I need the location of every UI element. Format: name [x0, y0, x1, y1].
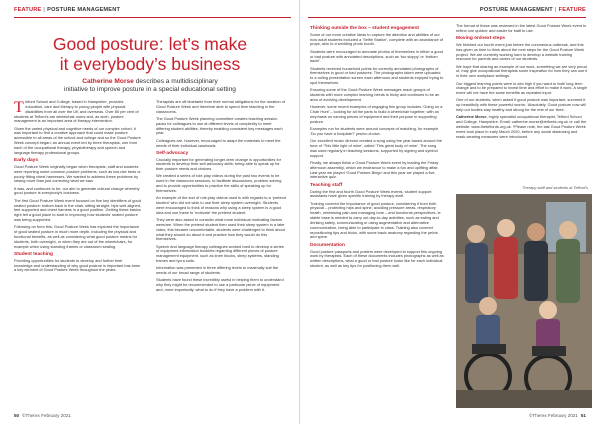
header-rule: [14, 17, 291, 18]
subheading: Early days: [14, 158, 39, 164]
group-photo-image: [456, 194, 592, 408]
paragraph: One of our students, when asked if good posture was important, summed it up beautifully with these powerful words: ‘Absolutely. Good posture now will help our bodies stay healthy and strong for the rest of our lives’.: [456, 97, 586, 113]
byline: Catherine Morse describes a multidisciplinary initiative to improve posture in a special educational setting: [64, 78, 236, 93]
paragraph: They were also asked to consider what more individual motivating factors were/are. When the pretend student then used their sleep system in a later video, this became uncomfortable, students were challenged to think about what they should do about it and practice how they would do this themselves.: [156, 217, 285, 242]
paragraph: The first Good Posture Week event focused on five key identifiers of good seated posture: bottom back in the chair, sitting straight, hips well aligned, feet supported and chest harness in a good position. Getting these basics right felt a good place to start in improving how students’ seated posture was being supported.: [14, 197, 141, 223]
header-section: FEATURE: [558, 7, 586, 13]
paragraph: Speech and language therapy colleagues worked hard to develop a series of equipment information booklets regarding different pieces of posture management equipment, such as knee blocks, sleep systems, standing frames and lycra suits.: [156, 243, 284, 264]
paragraph: Our excellent music director created a song using the year based around the tune of ‘This little light of mine’, called ‘This great body of mine’. The song was used regularly in teaching sessions, supported by signing and symbol support.: [310, 138, 442, 158]
subheading: Documentation: [310, 242, 345, 248]
right-page: [300, 0, 600, 424]
intro-paragraph: Telford School and College, based in Hampshire, provides education, care and therapy to young people with physical disabilities from all over the UK and overseas. Over 80 per cent of students at Telford’s are wheelchair users and, as such, posture management is an important area of therapy intervention.: [14, 99, 139, 124]
paragraph: Good Posture Week originally began when therapists, staff and students were reporting some common posture problems, such as low-rise beds or poorly fitting chest harnesses. We wanted to address these problems by raising more than just correcting what we saw.: [14, 163, 141, 184]
subheading: Student teaching: [14, 251, 53, 257]
left-column-2: [156, 100, 286, 295]
page-number: 50: [14, 413, 20, 418]
paragraph: During the first and fourth Good Posture Week events, student support assistants have given specific training by therapy staff.: [310, 188, 432, 199]
subheading: Teaching staff: [310, 182, 343, 188]
page-header: FEATURE | POSTURE MANAGEMENT: [14, 7, 121, 13]
paragraph: Good posture passports and posters were developed to support this ongoing work by therapists. Each of these documents includes photographs as well as written descriptions, what a good or bad posture looks like for each individual student, as well as key tips for positioning them well.: [310, 248, 444, 269]
publication: ©Therex February 2021: [22, 413, 71, 418]
paragraph: Examples run for students were around concepts of matching, for example ‘Do you have a footplate?’ yes/no choice.: [310, 126, 439, 136]
paragraph: Colleagues are, however, encouraged to adapt the materials to meet the needs of their individual caseloads.: [156, 137, 281, 148]
paragraph: Following on from this, Good Posture Week has explored the importance of good seated posture in much more depth, including the physical and functional benefits, as well as considering what good posture means for students, both overnight, or when they are out of the wheelchairs, for example when using standing frames or classroom seating.: [14, 224, 140, 249]
page-footer: [14, 413, 71, 418]
photo-illustration: [456, 194, 592, 408]
drop-cap: T: [14, 99, 24, 116]
paragraph: It was, and continues to be, our aim to generate cultural change whereby good posture is everybody’s business.: [14, 185, 140, 196]
paragraph: Given the varied physical and cognitive needs of our complex cohort, it was important to find a creative approach that could make posture accessible to all areas of the school and college and so the Good Posture Week concept began: an annual event led by three therapists, one from each of the occupational therapy, physiotherapy and speech and language therapy professional groups.: [14, 125, 141, 155]
author-name: Catherine Morse: [82, 78, 134, 85]
header-section: FEATURE: [14, 7, 42, 13]
right-column-1: [310, 24, 444, 271]
header-title: POSTURE MANAGEMENT: [47, 7, 121, 13]
paragraph: Our biggest learning points were to aim high if you want to instil long-term change and to be prepared to invest time and effort to make it work. A single event will not have the same benefits as repeated input.: [456, 80, 587, 96]
paragraph: Crucially important for generating longer-term change is opportunities for students to develop their self-advocacy skills; being able to speak up for their posture needs and choices.: [156, 156, 281, 172]
subheading: Thinking outside the box – student engagement: [310, 26, 420, 31]
paragraph: Ensuring some of the Good Posture Week messages reach groups of students with more complex learning needs is tricky and continues to be an area of evolving development.: [310, 87, 440, 103]
paragraph: Providing opportunities for students to develop and further their knowledge and understanding of why good posture is important has been a key element of Good Posture Week throughout the years.: [14, 257, 141, 273]
subheading: Self-advocacy: [156, 150, 189, 156]
paragraph: We created a series of role-play videos during the past two events to be used in the classroom sessions, to facilitate discussions, problem solving and to provide opportunities to practice the skills of speaking up for themselves.: [156, 173, 282, 194]
paragraph: Information was presented in three differing levels to maximally suit the needs of our broad range of students.: [156, 265, 279, 276]
paragraph: Some of our more creative ideas to capture the attention and abilities of our now adult students included a ‘Selfie Station’, complete with an abundance of props, akin to a wedding photo booth.: [310, 31, 444, 47]
author-bio: Catherine Morse, highly specialist occupational therapist, Telford School and College, Hampshire. Email: catherine.morse@telfords.org.uk or call the website: www.thetelfords.org.uk. *Please note, the last Good Posture Week event took place in early March 2020, before any social distancing and mask-wearing measures were introduced: [456, 114, 587, 139]
page-header: POSTURE MANAGEMENT | FEATURE: [479, 7, 586, 13]
paragraph: Students received household points for correctly annotated photographs of themselves in good or bad postures. The photographs taken were uploaded to a rolling presentation screen each afternoon and students enjoyed trying to spot themselves.: [310, 65, 444, 86]
photo-caption: Therapy staff and students at Telford’s: [522, 185, 588, 190]
paragraph: However, some recent examples of engaging this group includes ‘Going on a Chair Hunt’ – looking for all the parts to build a wheelchair together, with an emphasis on naming pieces of equipment and their purpose in supporting posture.: [310, 104, 443, 124]
paragraph: An example of the sort of role-play videos used is with regards to a ‘pretend student’ who did not wish to use their sleep system overnight. Students were encouraged to think of reasons why using a sleep system is a good idea and use these to ‘motivate’ the pretend student.: [156, 195, 286, 215]
paragraph: Finally, we always finish a Good Posture Week event by leading the Friday afternoon assembly, which we endeavour to make a fun and uplifting affair. Last year we played ‘Good Posture Bingo’ and this year we played a live, interactive quiz.: [310, 159, 439, 180]
paragraph: The Good Posture Week planning committee creates teaching session packs for colleagues to use at different levels of complexity to meet differing student abilities, thereby enabling consistent key messages each year.: [156, 115, 283, 136]
article-title: Good posture: let’s make it everybody’s business: [52, 34, 248, 74]
paragraph: The format of these was reviewed in the latest Good Posture Week event to reflect one quicker and easier for staff to use.: [456, 23, 587, 33]
paragraph: We finished our fourth event just before the coronavirus outbreak, and this has given us time to think about the next steps for the Good Posture Week project. We are currently working hard to develop a website training resource for parents and carers of our students.: [456, 41, 585, 62]
right-column-2: [456, 24, 588, 142]
left-column-1: [14, 100, 142, 276]
paragraph: Therapists are off-timetable from their normal obligations for the duration of Good Posture Week and therefore able to spend time teaching in the classrooms.: [156, 99, 286, 114]
header-rule: [308, 17, 586, 18]
publication: ©Therex February 2021: [529, 413, 578, 418]
paragraph: Students were encouraged to annotate photos of themselves in either a good or bad posture with annotated descriptions, such as ‘too sloppy’ or ‘bottom back!’.: [310, 48, 443, 64]
page-number: 51: [580, 413, 586, 418]
paragraph: We hope that sharing an example of our work, something we are very proud of, may give occupational therapists some inspiration for how they can use it in their own workplace settings.: [456, 63, 588, 79]
subheading: Moving on/next steps: [456, 36, 506, 42]
page-footer: [529, 413, 586, 418]
header-title: POSTURE MANAGEMENT: [479, 7, 553, 13]
paragraph: Training covered the importance of good posture, considering it from both physical – protecting hips and spine, avoiding pressure areas, respiratory health, minimising pain and managing tone – and functional perspectives, ie stable base is needed to carry out day-to-day activities, such as eating and drinking safely, communicating or using augmentative and alternative communication, being able to participate in class. Training also covered repositioning tips and tricks, with some basic anatomy regarding the pelvis and spine.: [310, 200, 441, 240]
paragraph: Students have found these incredibly useful in helping them to understand why they might be recommended to use a particular piece of equipment and, more importantly, what to do if they have a problem with it.: [156, 277, 284, 293]
